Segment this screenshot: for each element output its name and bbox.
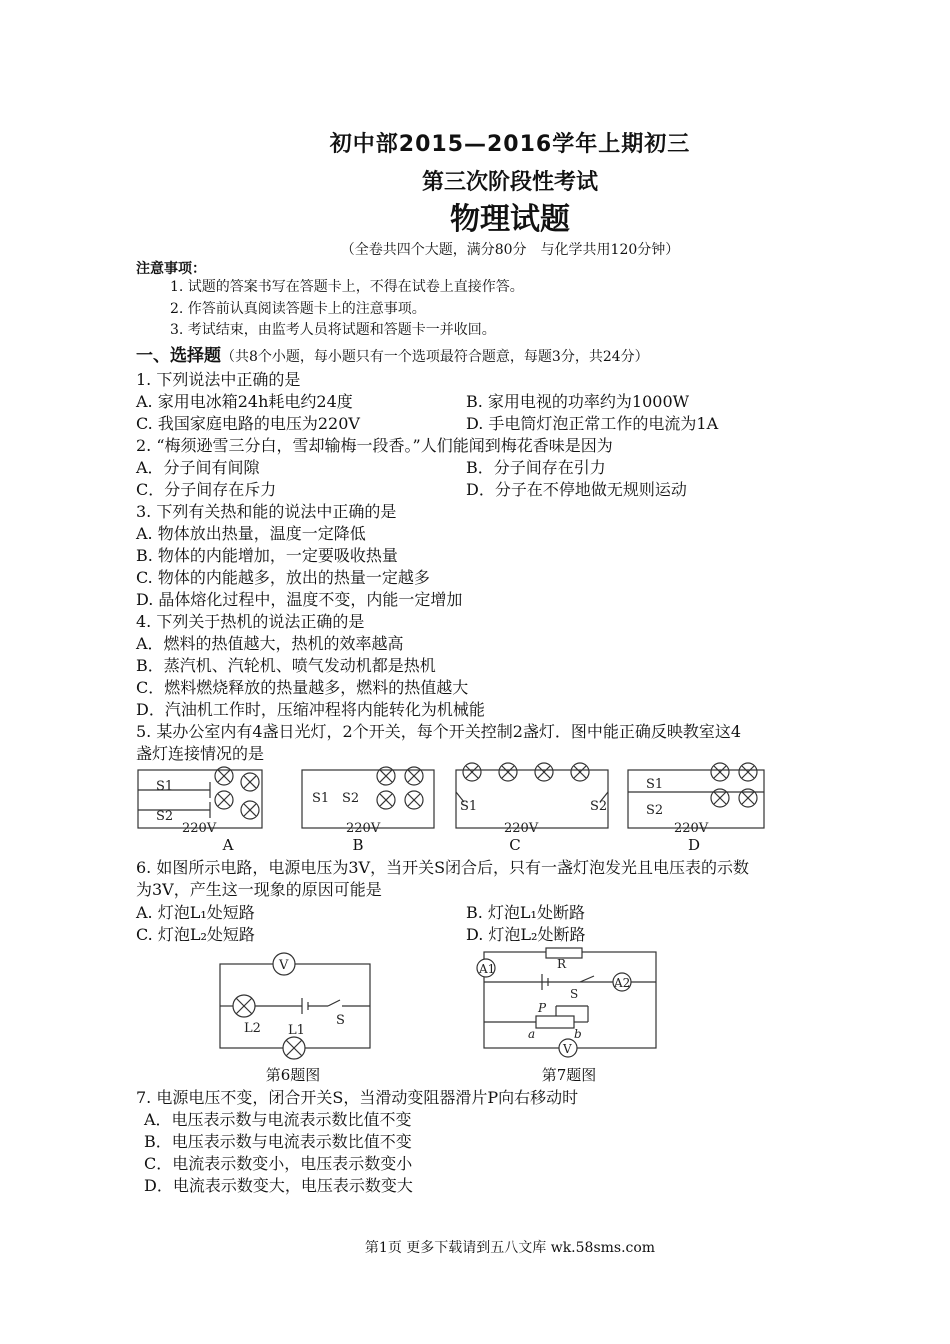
q7-ammeter1-label: A1 — [479, 962, 496, 976]
circuit-a-switch1-label: S1 — [156, 779, 174, 794]
q6-voltmeter-label: V — [279, 958, 289, 973]
title-line3: 物理试题 — [450, 202, 570, 237]
q3-option-d: D. 晶体熔化过程中，温度不变，内能一定增加 — [136, 590, 463, 609]
q7-option-c: C．电流表示数变小，电压表示数变小 — [144, 1154, 413, 1173]
circuit-b-voltage: 220V — [346, 821, 381, 836]
q4-option-c: C．燃料燃烧释放的热量越多，燃料的热值越大 — [136, 678, 469, 697]
notice-item-1: 1. 试题的答案书写在答题卡上，不得在试卷上直接作答。 — [170, 279, 524, 295]
page-footer: 第1页 更多下载请到五八文库 wk.58sms.com — [364, 1240, 656, 1256]
q2-option-a: A．分子间有间隙 — [136, 458, 260, 477]
circuit-c-voltage: 220V — [504, 821, 539, 836]
q5-caption-a: A — [222, 836, 234, 854]
q7-stem: 7. 电源电压不变，闭合开关S，当滑动变阻器滑片P向右移动时 — [136, 1088, 579, 1107]
q1-option-a: A. 家用电冰箱24h耗电约24度 — [136, 392, 353, 411]
q4-option-d: D．汽油机工作时，压缩冲程将内能转化为机械能 — [136, 700, 485, 719]
circuit-b-switch1-label: S1 — [312, 791, 330, 806]
q7-slider-label: P — [538, 1001, 547, 1015]
q6-option-b: B. 灯泡L₁处断路 — [466, 903, 585, 922]
q6-stem-line2: 为3V，产生这一现象的原因可能是 — [136, 880, 382, 899]
circuit-a-switch2-label: S2 — [156, 809, 174, 824]
q6-fig-caption: 第6题图 — [265, 1066, 321, 1084]
q5-stem-line1: 5. 某办公室内有4盏日光灯，2个开关，每个开关控制2盏灯．图中能正确反映教室这4 — [136, 722, 742, 741]
q2-option-d: D．分子在不停地做无规则运动 — [466, 480, 687, 499]
q6-stem-line1: 6. 如图所示电路，电源电压为3V，当开关S闭合后，只有一盏灯泡发光且电压表的示数 — [136, 858, 750, 877]
subtitle: （全卷共四个大题，满分80分 与化学共用120分钟） — [340, 242, 680, 258]
q7-switch-label: S — [570, 987, 579, 1001]
notice-item-3: 3. 考试结束，由监考人员将试题和答题卡一并收回。 — [170, 322, 496, 338]
notice-item-2: 2. 作答前认真阅读答题卡上的注意事项。 — [170, 301, 426, 317]
q7-voltmeter-label: V — [563, 1042, 572, 1056]
q5-caption-d: D — [687, 836, 701, 854]
circuit-c — [456, 763, 608, 828]
notice-title: 注意事项： — [136, 261, 206, 277]
q7-ammeter2-label: A2 — [614, 976, 631, 990]
title-line2: 第三次阶段性考试 — [421, 170, 598, 195]
q2-option-c: C．分子间存在斥力 — [136, 480, 277, 499]
q1-option-d: D. 手电筒灯泡正常工作的电流为1A — [466, 414, 719, 433]
q2-option-b: B．分子间存在引力 — [466, 458, 606, 477]
q4-option-a: A．燃料的热值越大，热机的效率越高 — [136, 634, 404, 653]
circuit-d-switch2-label: S2 — [646, 803, 664, 818]
q5-caption-c: C — [509, 836, 521, 854]
q3-stem: 3. 下列有关热和能的说法中正确的是 — [136, 502, 397, 521]
section1-heading — [136, 345, 649, 368]
q6-circuit-diagram — [210, 946, 390, 1062]
q3-option-a: A. 物体放出热量，温度一定降低 — [136, 524, 366, 543]
q5-caption-b: B — [352, 836, 364, 854]
q7-option-a: A．电压表示数与电流表示数比值不变 — [144, 1110, 412, 1129]
q4-option-b: B．蒸汽机、汽轮机、喷气发动机都是热机 — [136, 656, 436, 675]
section1-title: 一、选择题 — [136, 346, 221, 366]
q5-stem-line2: 盏灯连接情况的是 — [136, 744, 265, 763]
q7-end-b-label: b — [574, 1027, 582, 1041]
section1-desc: （共8个小题，每小题只有一个选项最符合题意，每题3分，共24分） — [221, 349, 649, 365]
q2-stem: 2. “梅须逊雪三分白，雪却输梅一段香。”人们能闻到梅花香味是因为 — [136, 436, 613, 455]
title-line1: 初中部2015—2016学年上期初三 — [329, 132, 691, 157]
q7-end-a-label: a — [528, 1027, 536, 1041]
q3-option-b: B. 物体的内能增加，一定要吸收热量 — [136, 546, 398, 565]
q7-option-b: B．电压表示数与电流表示数比值不变 — [144, 1132, 412, 1151]
circuit-d-switch1-label: S1 — [646, 777, 664, 792]
q3-option-c: C. 物体的内能越多，放出的热量一定越多 — [136, 568, 430, 587]
circuit-c-switch1-label: S1 — [460, 799, 478, 814]
q7-fig-caption: 第7题图 — [541, 1066, 597, 1084]
q7-option-d: D．电流表示数变大，电压表示数变大 — [144, 1176, 413, 1195]
q1-option-b: B. 家用电视的功率约为1000W — [466, 392, 690, 411]
q6-option-c: C. 灯泡L₂处短路 — [136, 925, 255, 944]
q6-lamp2-label: L2 — [244, 1021, 261, 1036]
circuit-d-voltage: 220V — [674, 821, 709, 836]
circuit-c-switch2-label: S2 — [590, 799, 608, 814]
q6-option-a: A. 灯泡L₁处短路 — [136, 903, 255, 922]
q6-option-d: D. 灯泡L₂处断路 — [466, 925, 586, 944]
q5-circuit-diagrams — [130, 762, 790, 838]
circuit-d — [628, 763, 764, 828]
q7-resistor-label: R — [557, 957, 567, 971]
q7-circuit-diagram — [470, 946, 670, 1062]
circuit-b-switch2-label: S2 — [342, 791, 360, 806]
q6-switch-label: S — [336, 1013, 345, 1028]
q1-option-c: C. 我国家庭电路的电压为220V — [136, 414, 360, 433]
q6-lamp1-label: L1 — [288, 1023, 305, 1038]
circuit-a-voltage: 220V — [182, 821, 217, 836]
q4-stem: 4. 下列关于热机的说法正确的是 — [136, 612, 365, 631]
q1-stem: 1. 下列说法中正确的是 — [136, 370, 301, 389]
